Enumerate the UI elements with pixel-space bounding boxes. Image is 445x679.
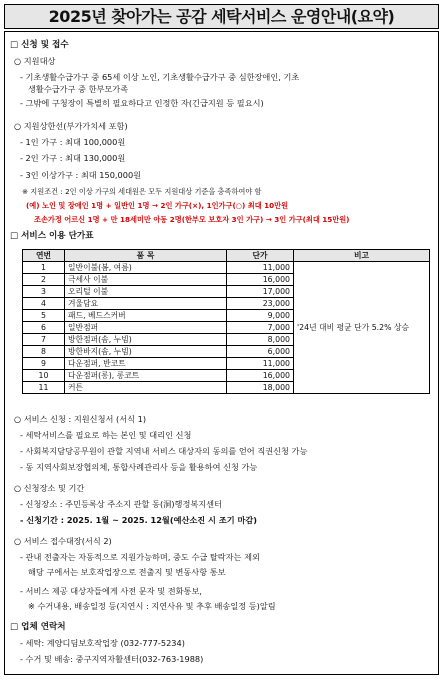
- cell-price: 23,000: [227, 298, 294, 310]
- cell-item: 일반이불(봄, 여름): [65, 262, 227, 274]
- cell-item: 다운점퍼(롱), 롱코트: [65, 370, 227, 382]
- header-no: 연번: [23, 250, 65, 262]
- cell-item: 커튼: [65, 382, 227, 394]
- receipt-line-2: - 서비스 제공 대상자들에게 사전 문자 및 전화통보,: [20, 586, 202, 596]
- cell-price: 11,000: [227, 262, 294, 274]
- place-line-1: - 신청장소 : 주민등록상 주소지 관할 동(洞)행정복지센터: [20, 499, 222, 509]
- receipt-line-1b: 해당 구에서는 보호작업장으로 전출지 및 변동사항 통보: [28, 567, 226, 577]
- cell-item: 오리털 이불: [65, 286, 227, 298]
- eligible-line-1: - 기초생활수급가구 중 65세 이상 노인, 기초생활수급가구 중 심한장애인, 기초: [20, 72, 300, 82]
- cell-no: 7: [23, 334, 65, 346]
- price-table-title: □ 서비스 이용 단가표: [10, 231, 94, 241]
- limit-title: ○ 지원상한선(부가가치세 포함): [14, 121, 128, 131]
- section-apply-heading: □ 신청 및 접수: [10, 40, 69, 50]
- limit-example-1: (예) 노인 및 장애인 1명 + 일반인 1명 → 2인 가구(×), 1인가구(○) 최대 10만원: [26, 201, 289, 210]
- apply-title: ○ 서비스 신청 : 지원신청서 (서식 1): [14, 414, 147, 424]
- eligible-line-2: - 그밖에 구청장이 특별히 필요하다고 인정한 자(긴급지원 등 필요시): [20, 98, 264, 108]
- cell-price: 18,000: [227, 382, 294, 394]
- cell-remark: '24년 대비 평균 단가 5.2% 상승: [294, 262, 430, 394]
- cell-no: 6: [23, 322, 65, 334]
- limit-line-1: - 1인 가구 : 최대 100,000원: [20, 137, 126, 147]
- eligible-title: ○ 지원대상: [14, 56, 56, 66]
- limit-line-3: - 3인 이상가구 : 최대 150,000원: [20, 170, 142, 180]
- cell-no: 9: [23, 358, 65, 370]
- receipt-line-2b: ※ 수거내용, 배송일정 등(지연시 : 지연사유 및 추후 배송일정 등)알림: [28, 601, 276, 611]
- contact-title: □ 업체 연락처: [10, 622, 66, 632]
- place-title: ○ 신청장소 및 기간: [14, 483, 85, 493]
- cell-item: 일반점퍼: [65, 322, 227, 334]
- cell-no: 5: [23, 310, 65, 322]
- price-table: [22, 249, 430, 394]
- header-price: 단가: [227, 250, 294, 262]
- eligible-line-1b: 생활수급가구 중 한부모가족: [28, 84, 129, 94]
- contact-line-2: - 수거 및 배송: 중구지역자활센터(032-763-1988): [20, 654, 204, 664]
- cell-price: 11,000: [227, 358, 294, 370]
- cell-price: 6,000: [227, 346, 294, 358]
- apply-line-2: - 사회복지담당공무원이 관할 지역내 서비스 대상자의 동의를 얻어 직권신청 가능: [20, 446, 308, 456]
- cell-no: 2: [23, 274, 65, 286]
- limit-example-2: 조손가정 어르신 1명 + 만 18세미만 아동 2명(한부모 보호자 3인 가구) → 3인 가구(최대 15만원): [34, 215, 350, 224]
- cell-no: 11: [23, 382, 65, 394]
- table-row: [23, 262, 430, 274]
- header-item: 품 목: [65, 250, 227, 262]
- receipt-line-1: - 관내 전출자는 자동적으로 지원가능하며, 중도 수급 탈락자는 제외: [20, 552, 260, 562]
- contact-line-1: - 세탁: 계양디딤보호작업장 (032-777-5234): [20, 638, 185, 648]
- cell-price: 7,000: [227, 322, 294, 334]
- cell-no: 4: [23, 298, 65, 310]
- receipt-title: ○ 서비스 접수대장(서식 2): [14, 536, 112, 546]
- cell-item: 방한바지(솜, 누빔): [65, 346, 227, 358]
- apply-line-1: - 세탁서비스를 필요로 하는 본인 및 대리인 신청: [20, 430, 192, 440]
- cell-price: 8,000: [227, 334, 294, 346]
- cell-price: 16,000: [227, 370, 294, 382]
- cell-no: 3: [23, 286, 65, 298]
- cell-item: 겨울담요: [65, 298, 227, 310]
- place-line-2: - 신청기간 : 2025. 1월 ~ 2025. 12월(예산소진 시 조기 마감): [20, 515, 258, 525]
- table-header-row: [23, 250, 430, 262]
- cell-item: 다운점퍼, 반코트: [65, 358, 227, 370]
- cell-price: 17,000: [227, 286, 294, 298]
- cell-item: 패드, 베드스커버: [65, 310, 227, 322]
- apply-line-3: - 동 지역사회보장협의체, 통합사례관리사 등을 활용하여 신청 가능: [20, 462, 258, 472]
- cell-no: 1: [23, 262, 65, 274]
- limit-line-2: - 2인 가구 : 최대 130,000원: [20, 153, 126, 163]
- cell-no: 8: [23, 346, 65, 358]
- cell-item: 극세사 이불: [65, 274, 227, 286]
- cell-price: 16,000: [227, 274, 294, 286]
- limit-note: ※ 지원조건 : 2인 이상 가구의 세대원은 모두 지원대상 기준을 충족하여야 함: [22, 187, 262, 196]
- document-title: 2025년 찾아가는 공감 세탁서비스 운영안내(요약): [4, 4, 439, 29]
- cell-no: 10: [23, 370, 65, 382]
- cell-item: 방한점퍼(솜, 누빔): [65, 334, 227, 346]
- cell-price: 9,000: [227, 310, 294, 322]
- header-remark: 비고: [294, 250, 430, 262]
